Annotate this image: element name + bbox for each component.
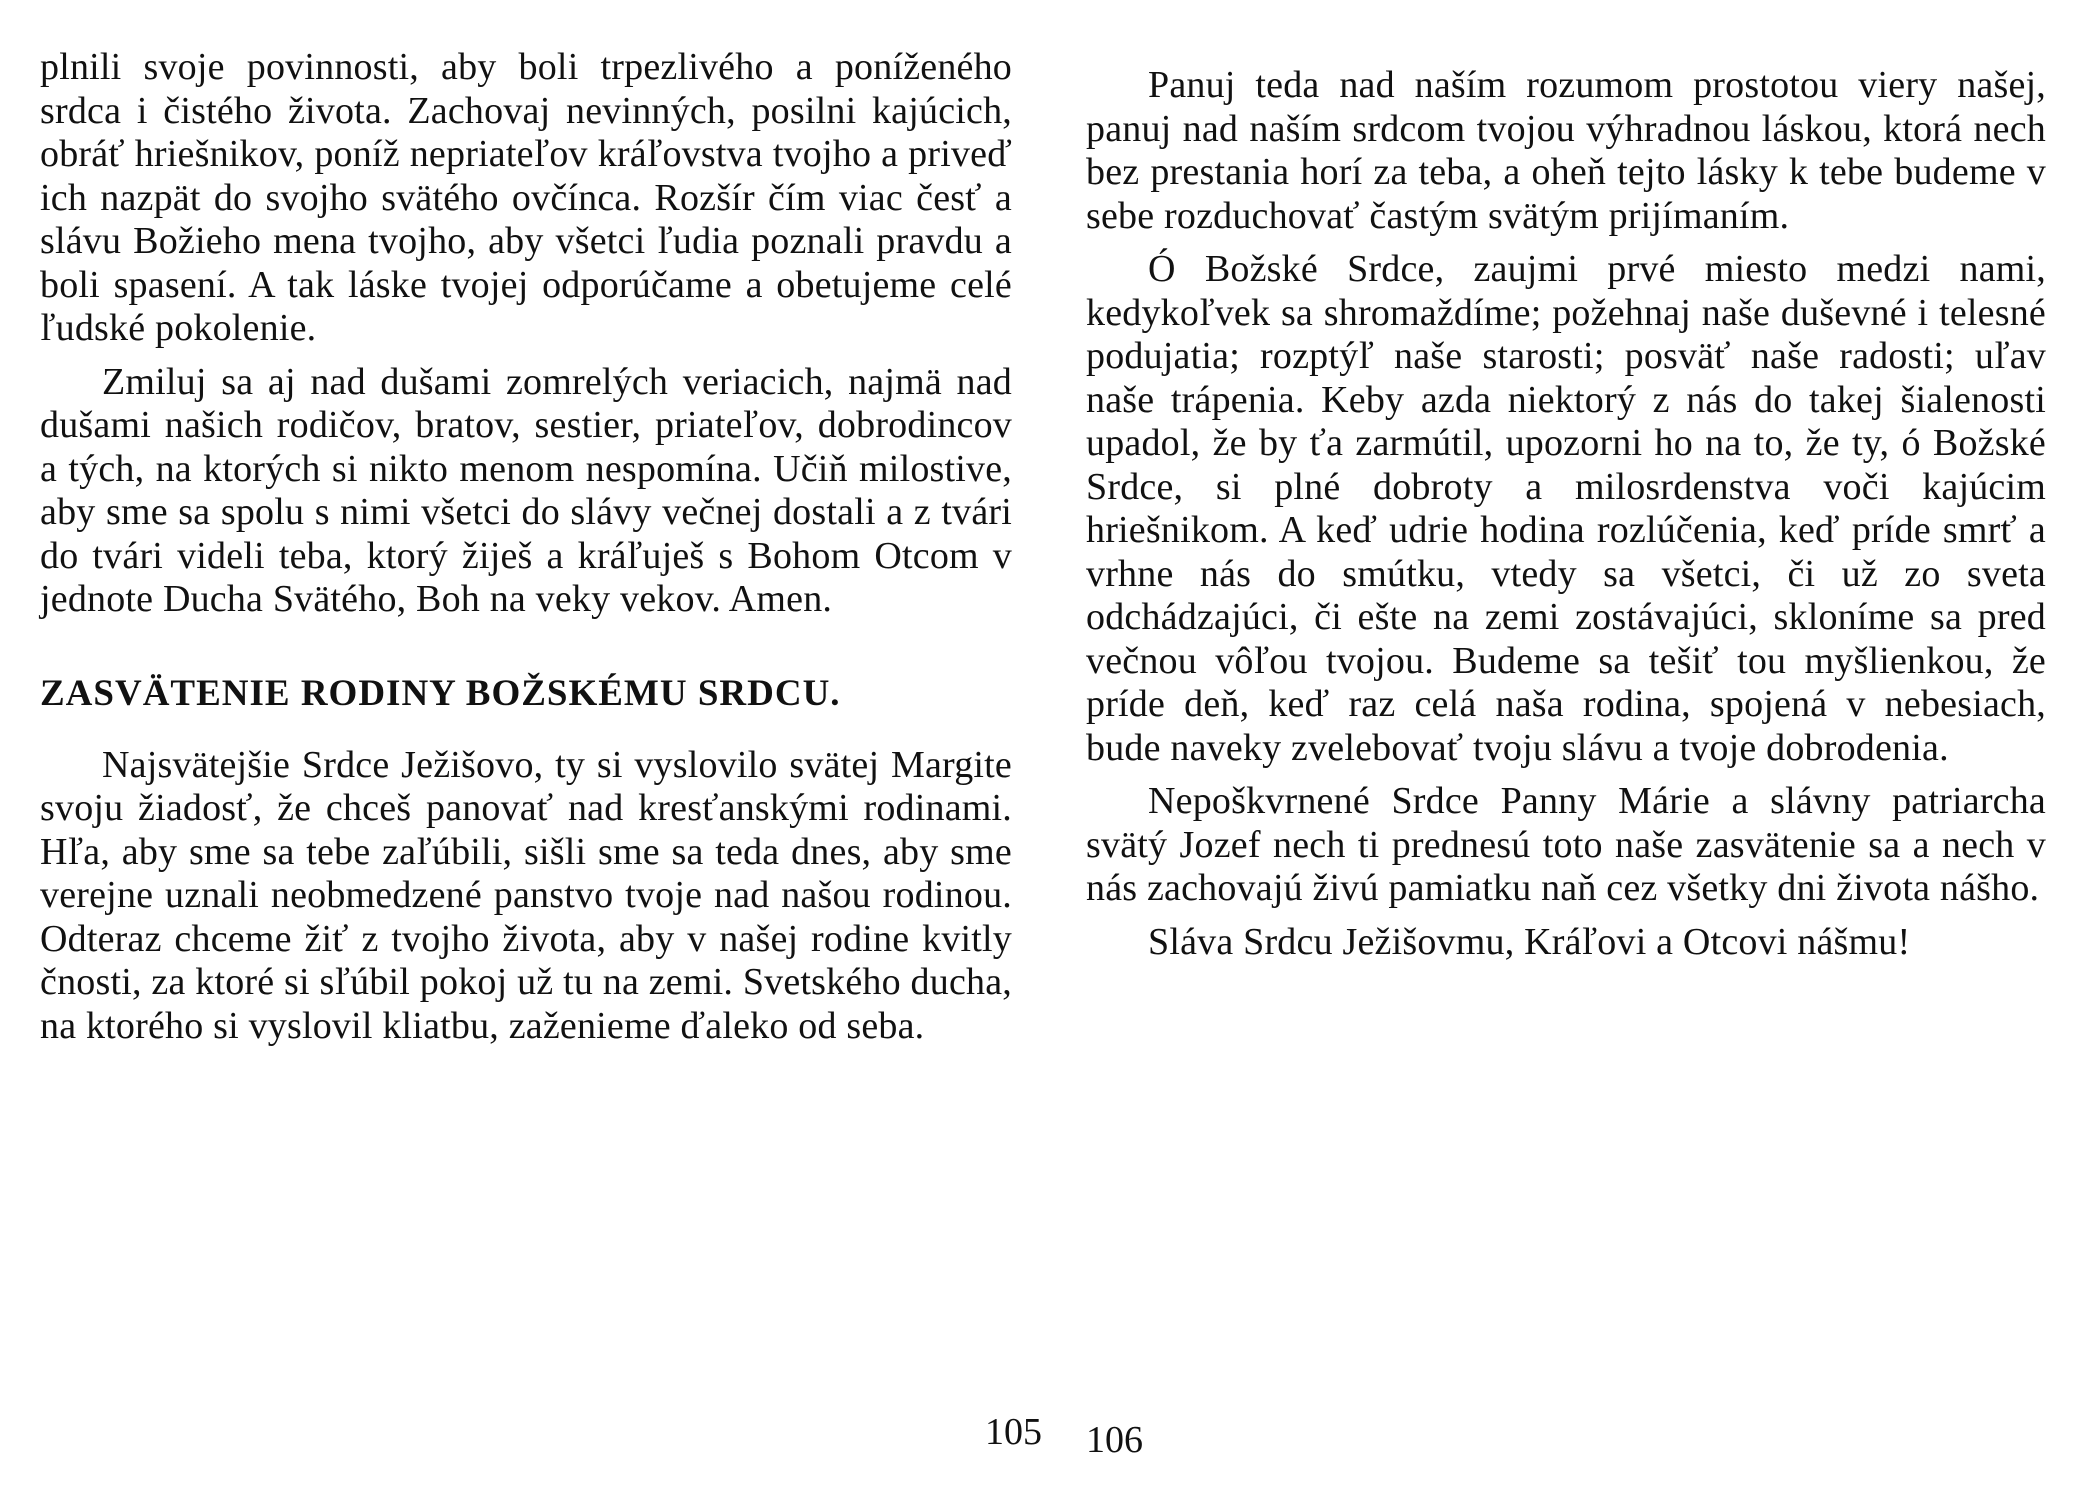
right-page (1086, 0, 2046, 1500)
paragraph-reign-over-mind: Panuj teda nad naším rozumom prostotou viery našej, panuj nad naším srdcom tvojou výhradnou láskou, ktorá nech bez prestania horí za teba, a oheň tejto lásky k tebe budeme v sebe rozduchovať častým svätým prijímaním. (1086, 64, 2046, 237)
paragraph-first-place: Ó Božské Srdce, zaujmi prvé miesto medzi nami, kedykoľvek sa shromaždíme; požehnaj naše duševné i telesné podujatia; rozptýľ naše starosti; posväť naše radosti; uľav naše trápenia. Keby azda niektorý z nás do takej šialenosti upadol, že by ťa zarmútil, upozorni ho na to, že ty, ó Božské Srdce, si plné dobroty a milosrdenstva voči kajúcim hriešnikom. A keď udrie hodina rozlúčenia, keď príde smrť a vrhne nás do smútku, vtedy sa všetci, či už zo sveta odchádzajúci, či ešte na zemi zostávajúci, skloníme sa pred večnou vôľou tvojou. Budeme sa tešiť tou myšlienkou, že príde deň, keď raz celá naša rodina, spojená v nebesiach, bude naveky zvelebovať tvoju slávu a tvoje dobrodenia. (1086, 248, 2046, 769)
paragraph-closing-praise: Sláva Srdcu Ježišovmu, Kráľovi a Otcovi nášmu! (1148, 920, 1911, 963)
right-page-text (1086, 64, 2046, 964)
paragraph-immaculate-heart: Nepoškvrnené Srdce Panny Márie a slávny patriarcha svätý Jozef nech ti prednesú toto naše zasvätenie sa a nech v nás zachovajú živú pamiatku naň cez všetky dni života nášho. (1086, 780, 2046, 909)
left-page (40, 0, 1042, 1500)
paragraph-continuation: plnili svoje povinnosti, aby boli trpezlivého a poníženého srdca i čistého života. Zachovaj nevinných, posilni kajúcich, obráť hriešnikov, poníž nepriateľov kráľovstva tvojho a priveď ich nazpät do svojho svätého ovčínca. Rozšír čím viac česť a slávu Božieho mena tvojho, aby všetci ľudia poznali pravdu a boli spasení. A tak láske tvojej odporúčame a obetujeme celé ľudské pokolenie. (40, 46, 1012, 349)
page-number-right: 106 (1086, 1419, 1143, 1461)
left-page-text (40, 46, 1012, 1048)
paragraph-prayer-for-departed: Zmiluj sa aj nad dušami zomrelých veriacich, najmä nad dušami našich rodičov, bratov, sestier, priateľov, dobrodincov a tých, na ktorých si nikto menom nespomína. Učiň milostive, aby sme sa spolu s nimi všetci do slávy večnej dostali a z tvári do tvári videli teba, ktorý žiješ a kráľuješ s Bohom Otcom v jednote Ducha Svätého, Boh na veky vekov. Amen. (40, 360, 1012, 620)
section-heading: ZASVÄTENIE RODINY BOŽSKÉMU SRDCU. (40, 672, 841, 714)
page-number-left: 105 (985, 1411, 1042, 1453)
paragraph-consecration-opening: Najsvätejšie Srdce Ježišovo, ty si vyslovilo svätej Margite svoju žiadosť, že chceš panovať nad kresťanskými rodinami. Hľa, aby sme sa tebe zaľúbili, sišli sme sa teda dnes, aby sme verejne uznali neobmedzené panstvo tvoje nad našou rodinou. Odteraz chceme žiť z tvojho života, aby v našej rodine kvitly čnosti, za ktoré si sľúbil pokoj už tu na zemi. Svetského ducha, na ktorého si vyslovil kliatbu, zaženieme ďaleko od seba. (40, 743, 1012, 1047)
